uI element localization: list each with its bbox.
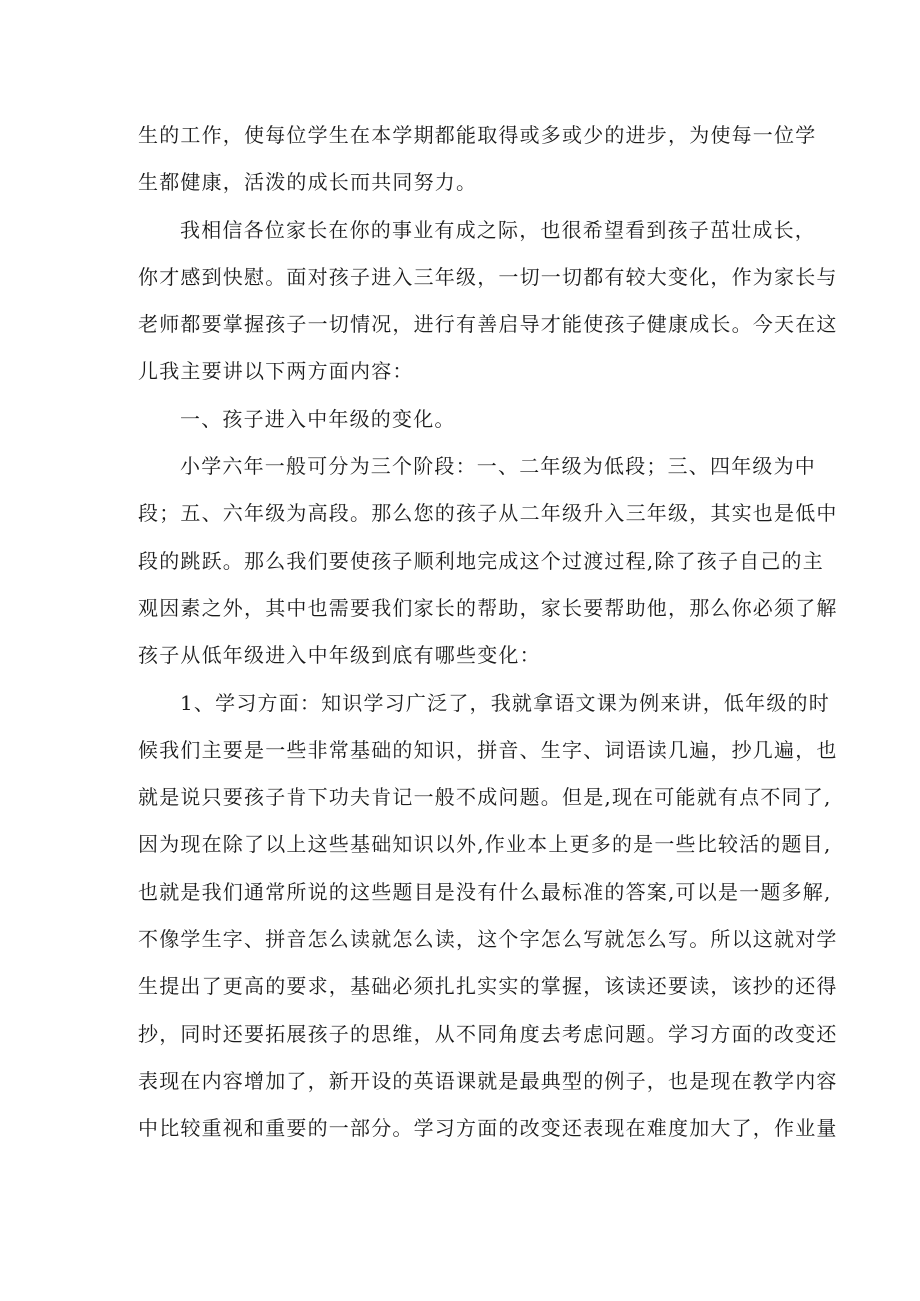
text-line: 你才感到快慰。面对孩子进入三年级，一切一切都有较大变化，作为家长与: [138, 264, 838, 289]
text-line: 段的跳跃。那么我们要使孩子顺利地完成这个过渡过程,除了孩子自己的主: [138, 548, 824, 573]
text-line: 候我们主要是一些非常基础的知识，拼音、生字、词语读几遍，抄几遍，也: [138, 737, 838, 762]
text-line: 中比较重视和重要的一部分。学习方面的改变还表现在难度加大了，作业量: [138, 1116, 838, 1141]
document-body: [138, 112, 838, 1153]
text-line: 生都健康，活泼的成长而共同努力。: [138, 170, 478, 195]
text-line: 表现在内容增加了，新开设的英语课就是最典型的例子，也是现在教学内容: [138, 1068, 838, 1093]
text-line: 段；五、六年级为高段。那么您的孩子从二年级升入三年级，其实也是低中: [138, 501, 838, 526]
text-line: 生提出了更高的要求，基础必须扎扎实实的掌握，该读还要读，该抄的还得: [138, 974, 838, 999]
text-line: 也就是我们通常所说的这些题目是没有什么最标准的答案,可以是一题多解,: [138, 879, 832, 904]
text-line: 观因素之外，其中也需要我们家长的帮助，家长要帮助他，那么你必须了解: [138, 595, 838, 620]
text-line: 孩子从低年级进入中年级到底有哪些变化：: [138, 643, 541, 668]
section-heading: 一、孩子进入中年级的变化。: [180, 406, 456, 431]
text-line: 生的工作，使每位学生在本学期都能取得或多或少的进步，为使每一位学: [138, 123, 817, 147]
paragraph-start-line: 1、学习方面：知识学习广泛了，我就拿语文课为例来讲，低年级的时: [180, 690, 830, 715]
paragraph-start-line: 我相信各位家长在你的事业有成之际，也很希望看到孩子茁壮成长，: [180, 217, 816, 242]
text-line: 儿我主要讲以下两方面内容：: [138, 359, 414, 384]
text-line: 就是说只要孩子肯下功夫肯记一般不成问题。但是,现在可能就有点不同了,: [138, 785, 832, 810]
text-line: 抄，同时还要拓展孩子的思维，从不同角度去考虑问题。学习方面的改变还: [138, 1021, 838, 1046]
paragraph-start-line: 小学六年一般可分为三个阶段：一、二年级为低段；三、四年级为中: [180, 454, 816, 479]
text-line: 因为现在除了以上这些基础知识以外,作业本上更多的是一些比较活的题目,: [138, 832, 832, 857]
text-line: 不像学生字、拼音怎么读就怎么读，这个字怎么写就怎么写。所以这就对学: [138, 927, 838, 952]
text-line: 老师都要掌握孩子一切情况，进行有善启导才能使孩子健康成长。今天在这: [138, 312, 838, 337]
